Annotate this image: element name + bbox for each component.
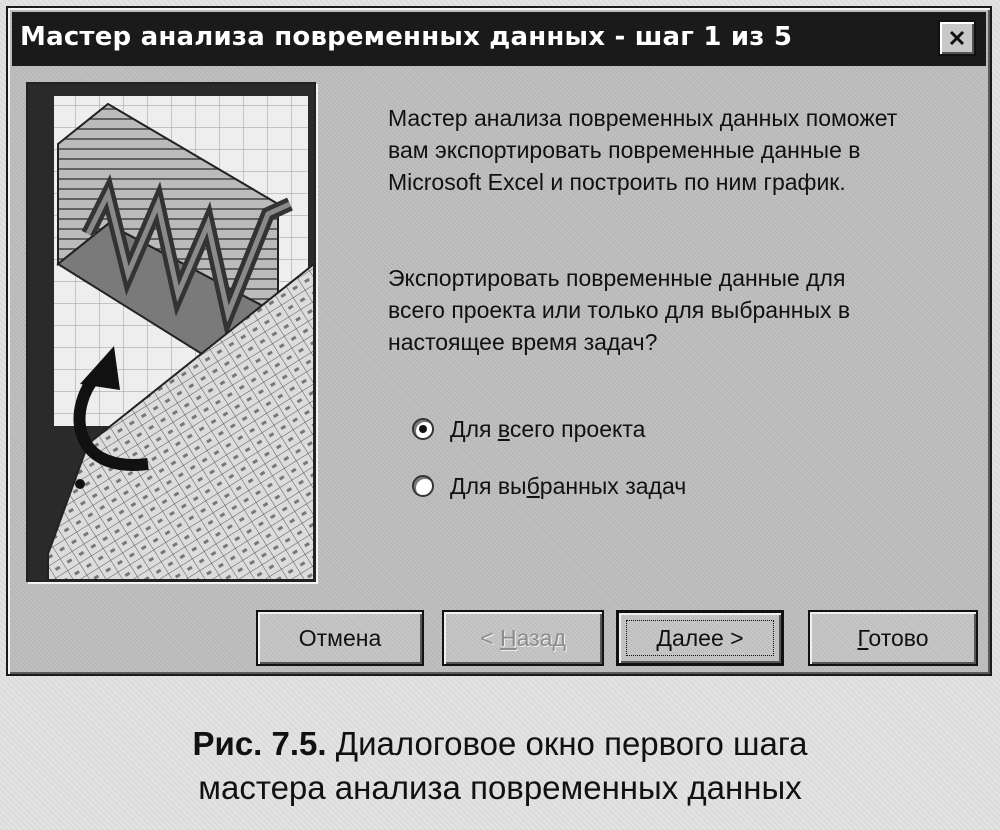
caption-text-1: Диалоговое окно первого шага <box>335 725 808 762</box>
radio-button-checked[interactable] <box>412 418 434 440</box>
caption-line-1 <box>0 722 1000 766</box>
next-button[interactable] <box>616 610 784 666</box>
cancel-button-label: Отмена <box>298 624 382 651</box>
back-button-label: < Назад <box>480 624 566 651</box>
excel-chart-illustration <box>28 84 314 580</box>
finish-button[interactable] <box>808 610 978 666</box>
intro-text: Мастер анализа повременных данных поможет вам экспортировать повременные данные в Microsoft Excel и построить по ним график. <box>388 105 898 195</box>
radio-button-unchecked[interactable] <box>412 475 434 497</box>
title-bar[interactable] <box>12 12 986 66</box>
question-text: Экспортировать повременные данные для всего проекта или только для выбранных в настоящее время задач? <box>388 265 851 355</box>
radio-selected-tasks[interactable] <box>412 469 686 503</box>
finish-button-label: Готово <box>857 624 929 651</box>
back-button[interactable] <box>442 610 604 666</box>
close-button[interactable] <box>938 20 976 56</box>
close-icon <box>947 28 967 48</box>
wizard-dialog <box>6 6 992 676</box>
radio-label-entire-project: Для всего проекта <box>450 415 646 442</box>
radio-entire-project[interactable] <box>412 412 645 446</box>
wizard-illustration <box>26 82 316 582</box>
figure-number: Рис. 7.5. <box>192 725 327 762</box>
focus-rectangle <box>626 620 774 656</box>
next-button-label: Далее > <box>656 624 744 651</box>
figure-caption <box>0 722 1000 810</box>
window-title: Мастер анализа повременных данных - шаг 1 из 5 <box>20 22 793 52</box>
cancel-button[interactable] <box>256 610 424 666</box>
radio-label-selected-tasks: Для выбранных задач <box>450 472 687 499</box>
caption-line-2: мастера анализа повременных данных <box>198 769 802 806</box>
